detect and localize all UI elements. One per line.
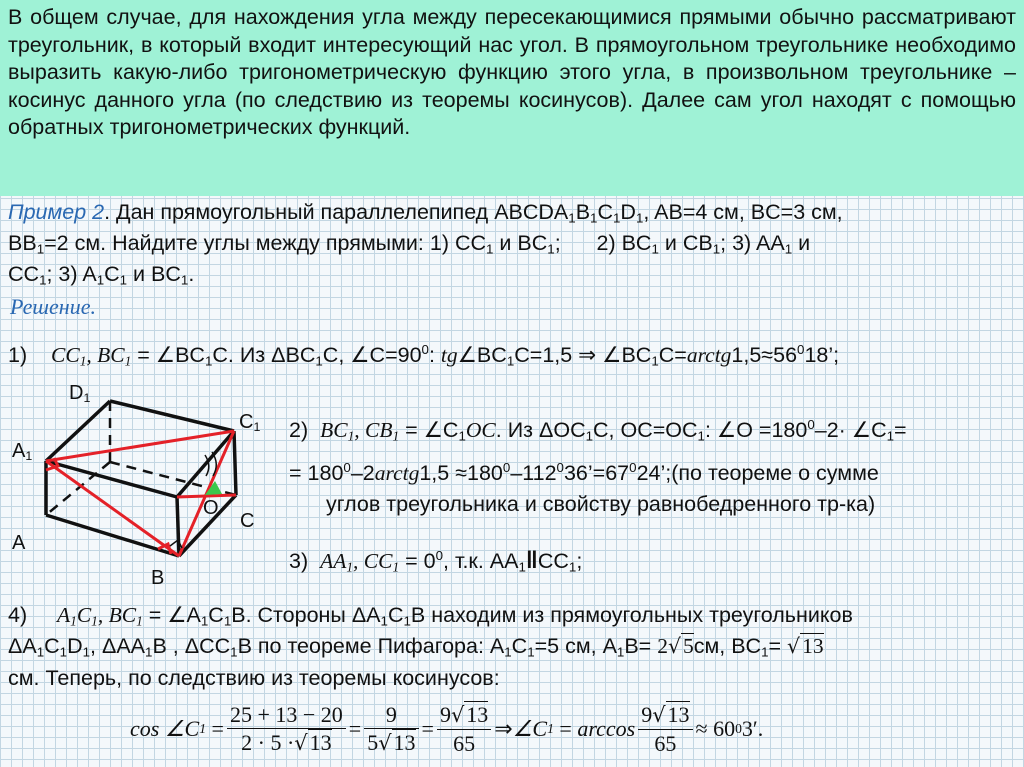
- edge-b-b1: [177, 497, 179, 556]
- intro-paragraph: В общем случае, для нахождения угла между пересекающимися прямыми обычно рассматривают треугольник, в который входит интересующий нас угол. В прямоугольном треугольнике необходимо выразить какую-либо тригонометрическую функцию этого угла, в произвольном треугольнике – косинус данного угла (по следствию из теоремы косинусов). Далее сам угол находят с помощью обратных тригонометрических функций.: [0, 0, 1024, 196]
- fraction-1: $\frac{25 + 13 - 20}{2 \cdot 5 \cdot√13}$: [227, 701, 346, 757]
- step-2-line-2: = $180^0-2arctg1,5$ $\approx 180^0-112^036’=67^024’;(по$ теореме о сумме: [289, 460, 879, 485]
- step-4-line-1: 4) $A_1C_1$, $BC_1$ = $\angle A_1C_1B$. Стороны $\Delta A_1C_1B$ находим из прямоугольных треугольников: [8, 603, 853, 629]
- red-a1-b: [46, 461, 179, 556]
- edge-c-c1: [234, 431, 236, 495]
- step-4-line-2: $\Delta A_1C_1D_1$, $\Delta AA_1B$ , $\Delta CC_1B$ по теореме Пифагора: $A_1C_1=5$ см, $A_1B= 2√5см$, $BC_1= √13$: [8, 634, 824, 660]
- label-c1: $C_1$: [239, 411, 261, 435]
- parallelepiped-figure: [0, 375, 290, 595]
- label-a: A: [12, 532, 26, 554]
- fraction-2: $\frac{9}{5√13}$: [364, 701, 418, 757]
- edge-a1-b1: [46, 461, 177, 497]
- edge-d1-c1: [110, 401, 234, 431]
- edge-b1-c1: [177, 431, 234, 497]
- step-3: 3) $AA_1$, $CC_1 = 0^0$, т.к. $AA_1‖CC_1$;: [289, 547, 583, 575]
- label-a1: $A_1$: [12, 440, 33, 464]
- label-d1: $D_1$: [69, 382, 91, 406]
- label-b: B: [151, 567, 165, 589]
- example-line-3: $CC_1$; 3) $A_1C_1$ и $BC_1$.: [8, 262, 195, 288]
- solution-label: Решение.: [10, 294, 96, 319]
- label-o: O: [203, 497, 219, 519]
- fraction-3: $\frac{9√13}{65}$: [437, 701, 491, 757]
- step-2-line-3: углов треугольника и свойству равнобедренного тр-ка): [326, 492, 876, 516]
- step-2-line-1: 2) $BC_1$, $CB_1$ = $\angle C_1OC$. Из $\Delta OC_1C$, $OC=OC_1$: ∠O $=180^0-2\cdot$ $\angle C_1=$: [289, 417, 907, 444]
- fraction-4: $\frac{9√13}{65}$: [638, 701, 692, 757]
- step-1: 1) $CC_1$, $BC_1$ = $\angle BC_1C$. Из $\Delta BC_1C$, $\angle C=90^0$: $tg\angle BC_1C=1,5$ ⇒ $\angle BC_1C=arctg1,5\approx 56^018$’;: [8, 342, 840, 369]
- example-label: Пример 2: [8, 200, 105, 224]
- label-c: C: [240, 510, 255, 532]
- cosine-formula: cos ∠C 1 = $\frac{25 + 13 - 20}{2 \cdot 5 \cdot√13}$ = $\frac{9}{5√13}$ = $\frac{9√13}{65}$ ⇒ ∠C 1 = arccos $\frac{9√13}{65}$ ≈ 60 0 3′ .: [130, 702, 764, 756]
- example-line-1: Пример 2. Дан прямоугольный параллелепипед $ABCDA_1B_1C_1D_1$, AB=4 см, BC=3 см,: [8, 200, 843, 226]
- step-4-line-3: см. Теперь, по следствию из теоремы косинусов:: [8, 666, 500, 690]
- example-line-2: $BB_1=2$ см. Найдите углы между прямыми: 1) $CC_1$ и $BC_1$; 2) $BC_1$ и $CB_1$; 3) $AA_1$ и: [8, 231, 811, 257]
